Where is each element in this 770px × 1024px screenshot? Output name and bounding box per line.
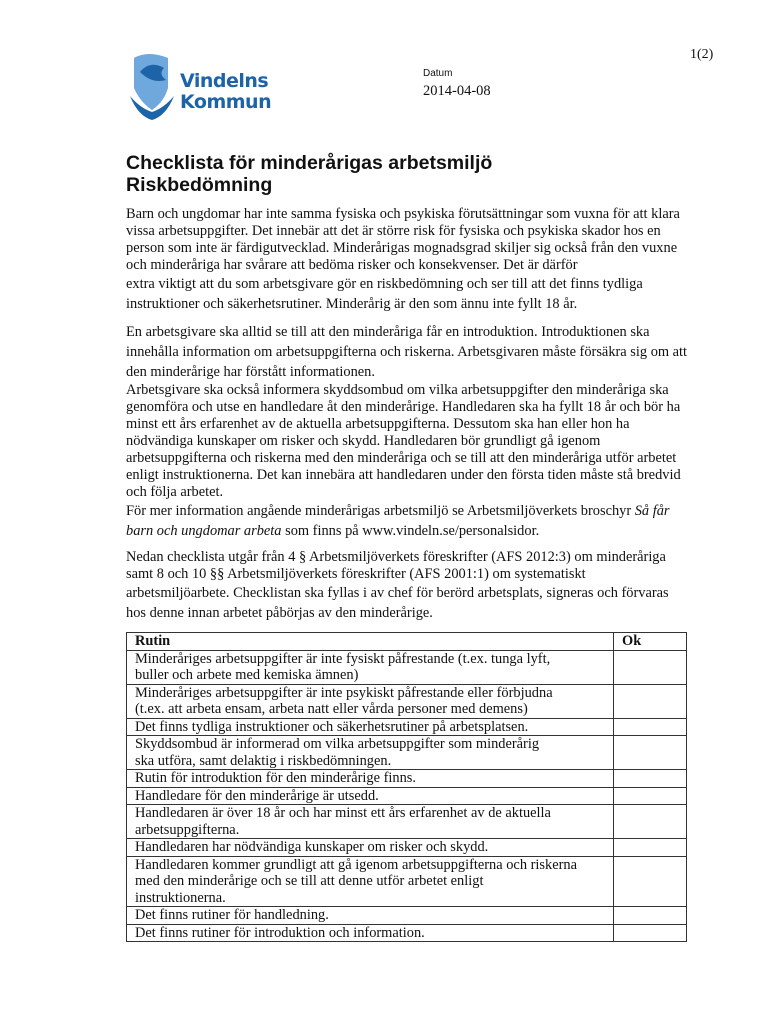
routine-cell: Det finns rutiner för introduktion och information. [127,924,614,942]
checklist-header-row [127,633,687,651]
checklist-table [126,632,687,942]
ok-checkbox-cell[interactable] [614,787,687,805]
paragraph-introduction-duty: En arbetsgivare ska alltid se till att den minderåriga får en introduktion. Introduktionen ska innehålla information om arbetsuppgifterna och riskerna. Arbetsgivaren måste försäkra sig om att den minderårige har förstått informationen. [126,324,688,380]
logo-text-line2: Kommun [180,91,272,113]
ok-checkbox-cell[interactable] [614,839,687,857]
routine-cell: Minderåriges arbetsuppgifter är inte fysiskt påfrestande (t.ex. tunga lyft, buller och arbete med kemiska ämnen) [127,650,614,684]
routine-cell: Handledaren har nödvändiga kunskaper om risker och skydd. [127,839,614,857]
table-row [127,856,687,907]
more-info-text: För mer information angående minderårigas arbetsmiljö se Arbetsmiljöverkets broschyr [126,503,635,519]
table-row [127,787,687,805]
fish-emblem-icon [128,50,180,120]
table-row [127,718,687,736]
ok-checkbox-cell[interactable] [614,736,687,770]
date-label: Datum [423,68,453,79]
column-header-rutin: Rutin [127,633,614,651]
date-value: 2014-04-08 [423,83,491,99]
paragraph-intro-cont: extra viktigt att du som arbetsgivare gör en riskbedömning och ser till att det finns tydliga instruktioner och säkerhetsrutiner. Minderårig är den som ännu inte fyllt 18 år. [126,276,643,312]
ok-checkbox-cell[interactable] [614,650,687,684]
ok-checkbox-cell[interactable] [614,805,687,839]
routine-cell: Handledare för den minderårige är utsedd. [127,787,614,805]
routine-cell: Skyddsombud är informerad om vilka arbetsuppgifter som minderårig ska utföra, samt delaktig i riskbedömningen. [127,736,614,770]
routine-cell: Handledaren kommer grundligt att gå igenom arbetsuppgifterna och riskerna med den minderårige och se till att denne utför arbetet enligt instruktionerna. [127,856,614,907]
ok-checkbox-cell[interactable] [614,770,687,788]
document-title [126,152,686,196]
table-row [127,924,687,942]
table-row [127,907,687,925]
ok-checkbox-cell[interactable] [614,924,687,942]
logo-text-line1: Vindelns [180,70,269,92]
page-number: 1(2) [690,47,714,62]
ok-checkbox-cell[interactable] [614,684,687,718]
document-body [126,206,691,623]
table-row [127,684,687,718]
paragraph-checklist-basis: Nedan checklista utgår från 4 § Arbetsmiljöverkets föreskrifter (AFS 2012:3) om minderåriga samt 8 och 10 §§ Arbetsmiljöverkets föreskrifter (AFS 2001:1) om systematiskt [126,549,666,582]
paragraph-more-info [126,501,691,541]
paragraph-checklist-usage: arbetsmiljöarbete. Checklistan ska fyllas i av chef för berörd arbetsplats, signeras och förvaras hos denne innan arbetet påbörjas av den minderårige. [126,585,669,621]
table-row [127,805,687,839]
table-row [127,770,687,788]
more-info-link-text: som finns på www.vindeln.se/personalsidor. [281,523,540,539]
routine-cell: Det finns tydliga instruktioner och säkerhetsrutiner på arbetsplatsen. [127,718,614,736]
table-row [127,736,687,770]
routine-cell: Handledaren är över 18 år och har minst ett års erfarenhet av de aktuella arbetsuppgifterna. [127,805,614,839]
brochure-title: Så får barn och ungdomar arbeta [126,503,670,539]
paragraph-supervisor: Arbetsgivare ska också informera skyddsombud om vilka arbetsuppgifter den minderåriga ska genomföra och utse en handledare åt den minderårige. Handledaren ska ha fyllt 18 år och bör ha minst ett års erfarenhet av de aktuella arbetsuppgifterna. Dessutom ska han eller hon ha nödvändiga kunskaper om risker och skydd. Handledaren bör grundligt gå igenom arbetsuppgifterna och riskerna med den minderåriga och se till att den minderåriga utför arbetet enligt instruktionerna. Det kan innebära att handledaren under den första tiden måste stå bredvid och följa arbetet. [126,382,681,500]
column-header-ok: Ok [614,633,687,651]
routine-cell: Rutin för introduktion för den minderårige finns. [127,770,614,788]
title-line2: Riskbedömning [126,174,273,196]
ok-checkbox-cell[interactable] [614,856,687,907]
routine-cell: Minderåriges arbetsuppgifter är inte psykiskt påfrestande eller förbjudna (t.ex. att arbeta ensam, arbeta natt eller vårda personer med demens) [127,684,614,718]
table-row [127,839,687,857]
routine-cell: Det finns rutiner för handledning. [127,907,614,925]
municipality-logo [128,50,288,125]
table-row [127,650,687,684]
paragraph-intro: Barn och ungdomar har inte samma fysiska och psykiska förutsättningar som vuxna för att klara vissa arbetsuppgifter. Det innebär att det är större risk för fysiska och psykiska skador hos en person som inte är färdigutvecklad. Minderårigas mognadsgrad skiljer sig också från den vuxne och minderåriga har svårare att bedöma risker och konsekvenser. Det är därför [126,206,680,273]
title-line1: Checklista för minderårigas arbetsmiljö [126,152,493,174]
ok-checkbox-cell[interactable] [614,718,687,736]
ok-checkbox-cell[interactable] [614,907,687,925]
